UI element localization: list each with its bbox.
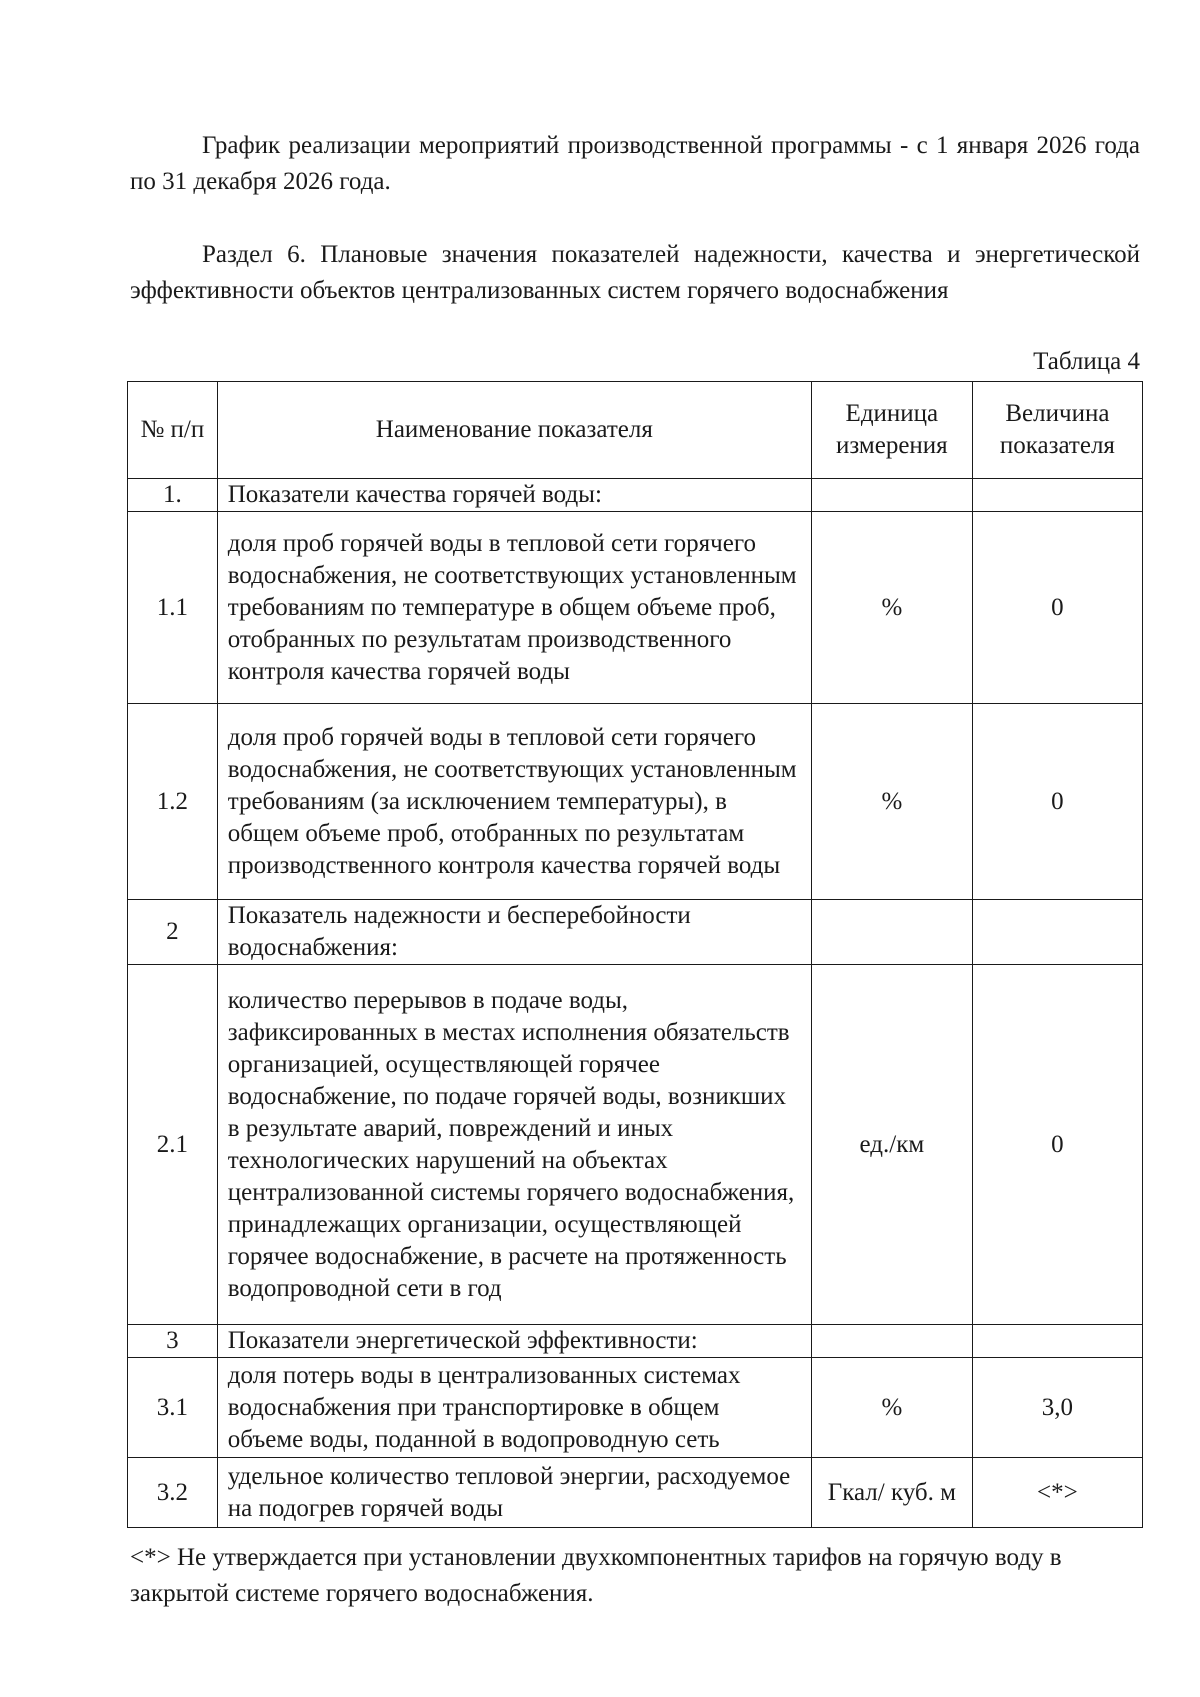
- row-num: 2: [128, 900, 218, 965]
- row-num: 3: [128, 1325, 218, 1358]
- row-unit: [811, 900, 972, 965]
- header-value: Величина показателя: [972, 382, 1142, 479]
- row-name: Показатель надежности и бесперебойности водоснабжения:: [217, 900, 811, 965]
- schedule-paragraph: График реализации мероприятий производственной программы - с 1 января 2026 года по 31 декабря 2026 года.: [130, 132, 1140, 195]
- header-unit: Единица измерения: [811, 382, 972, 479]
- row-unit: %: [811, 704, 972, 900]
- table-row: [128, 512, 1143, 704]
- row-name: удельное количество тепловой энергии, расходуемое на подогрев горячей воды: [217, 1458, 811, 1528]
- row-name: доля потерь воды в централизованных системах водоснабжения при транспортировке в общем объеме воды, поданной в водопроводную сеть: [217, 1358, 811, 1458]
- row-value: 0: [972, 704, 1142, 900]
- row-value: [972, 479, 1142, 512]
- row-unit: ед./км: [811, 965, 972, 1325]
- row-num: 1.1: [128, 512, 218, 704]
- row-unit: Гкал/ куб. м: [811, 1458, 972, 1528]
- table-row: [128, 900, 1143, 965]
- table-row: [128, 965, 1143, 1325]
- row-value: <*>: [972, 1458, 1142, 1528]
- header-num: № п/п: [128, 382, 218, 479]
- row-value: [972, 900, 1142, 965]
- row-value: [972, 1325, 1142, 1358]
- indicators-table: [127, 381, 1143, 1528]
- row-value: 3,0: [972, 1358, 1142, 1458]
- row-num: 3.1: [128, 1358, 218, 1458]
- row-name: Показатели энергетической эффективности:: [217, 1325, 811, 1358]
- section-heading: Раздел 6. Плановые значения показателей надежности, качества и энергетической эффективности объектов централизованных систем горячего водоснабжения: [130, 241, 1140, 304]
- table-row: [128, 1325, 1143, 1358]
- table-header-row: [128, 382, 1143, 479]
- table-row: [128, 1458, 1143, 1528]
- row-value: 0: [972, 512, 1142, 704]
- row-unit: %: [811, 512, 972, 704]
- row-unit: [811, 479, 972, 512]
- table-row: [128, 704, 1143, 900]
- row-num: 2.1: [128, 965, 218, 1325]
- row-num: 1.2: [128, 704, 218, 900]
- row-name: количество перерывов в подаче воды, зафиксированных в местах исполнения обязательств организацией, осуществляющей горячее водоснабжение, по подаче горячей воды, возникших в результате аварий, повреждений и иных технологических нарушений на объектах централизованной системы горячего водоснабжения, принадлежащих организации, осуществляющей горячее водоснабжение, в расчете на протяженность водопроводной сети в год: [217, 965, 811, 1325]
- header-name: Наименование показателя: [217, 382, 811, 479]
- row-unit: %: [811, 1358, 972, 1458]
- row-name: Показатели качества горячей воды:: [217, 479, 811, 512]
- table-caption: Таблица 4: [1033, 348, 1140, 375]
- table-row: [128, 1358, 1143, 1458]
- row-value: 0: [972, 965, 1142, 1325]
- row-name: доля проб горячей воды в тепловой сети горячего водоснабжения, не соответствующих установленным требованиям по температуре в общем объеме проб, отобранных по результатам производственного контроля качества горячей воды: [217, 512, 811, 704]
- row-num: 1.: [128, 479, 218, 512]
- row-num: 3.2: [128, 1458, 218, 1528]
- row-unit: [811, 1325, 972, 1358]
- footnote: <*> Не утверждается при установлении двухкомпонентных тарифов на горячую воду в закрытой системе горячего водоснабжения.: [130, 1544, 1062, 1607]
- row-name: доля проб горячей воды в тепловой сети горячего водоснабжения, не соответствующих установленным требованиям (за исключением температуры), в общем объеме проб, отобранных по результатам производственного контроля качества горячей воды: [217, 704, 811, 900]
- table-row: [128, 479, 1143, 512]
